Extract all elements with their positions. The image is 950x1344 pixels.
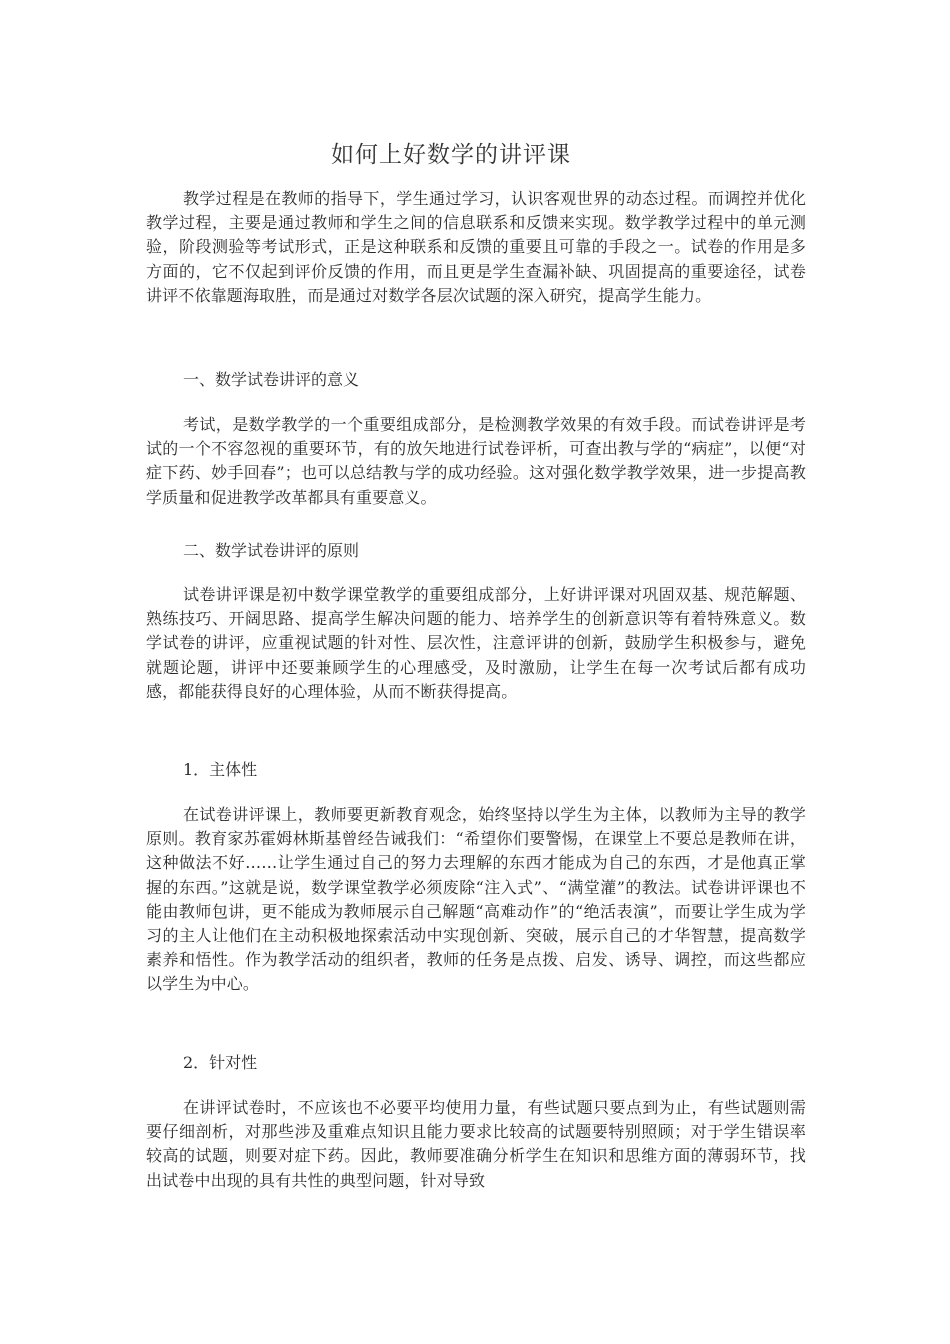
point2-heading: 2．针对性 bbox=[183, 1053, 258, 1072]
section2-paragraph: 试卷讲评课是初中数学课堂教学的重要组成部分，上好讲评课对巩固双基、规范解题、熟练技巧、开阔思路、提高学生解决问题的能力、培养学生的创新意识等有着特殊意义。数学试卷的讲评，应重视试题的针对性、层次性，注意评讲的创新，鼓励学生积极参与，避免就题论题，讲评中还要兼顾学生的心理感受，及时激励，让学生在每一次考试后都有成功感，都能获得良好的心理体验，从而不断获得提高。 bbox=[146, 585, 806, 701]
point1-paragraph: 在试卷讲评课上，教师要更新教育观念，始终坚持以学生为主体，以教师为主导的教学原则。教育家苏霍姆林斯基曾经告诫我们：“希望你们要警惕，在课堂上不要总是教师在讲，这种做法不好……让学生通过自己的努力去理解的东西才能成为自己的东西，才是他真正掌握的东西。”这就是说，数学课堂教学必须废除“注入式”、“满堂灌”的教法。试卷讲评课也不能由教师包讲，更不能成为教师展示自己解题“高难动作”的“绝活表演”，而要让学生成为学习的主人让他们在主动积极地探索活动中实现创新、突破，展示自己的才华智慧，提高数学素养和悟性。作为教学活动的组织者，教师的任务是点拨、启发、诱导、调控，而这些都应以学生为中心。 bbox=[146, 805, 806, 994]
document-title: 如何上好数学的讲评课 bbox=[331, 142, 571, 168]
intro-paragraph: 教学过程是在教师的指导下，学生通过学习，认识客观世界的动态过程。而调控并优化教学过程，主要是通过教师和学生之间的信息联系和反馈来实现。数学教学过程中的单元测验，阶段测验等考试形式，正是这种联系和反馈的重要且可靠的手段之一。试卷的作用是多方面的，它不仅起到评价反馈的作用，而且更是学生查漏补缺、巩固提高的重要途径，试卷讲评不依靠题海取胜，而是通过对数学各层次试题的深入研究，提高学生能力。 bbox=[146, 189, 806, 305]
point1-heading: 1．主体性 bbox=[183, 760, 258, 779]
section2-heading: 二、数学试卷讲评的原则 bbox=[183, 541, 360, 560]
section1-heading: 一、数学试卷讲评的意义 bbox=[183, 370, 360, 389]
section1-paragraph: 考试，是数学教学的一个重要组成部分，是检测教学效果的有效手段。而试卷讲评是考试的一个不容忽视的重要环节，有的放矢地进行试卷评析，可查出教与学的“病症”，以便“对症下药、妙手回春”；也可以总结教与学的成功经验。这对强化数学教学效果，进一步提高教学质量和促进教学改革都具有重要意义。 bbox=[146, 415, 806, 507]
point2-paragraph: 在讲评试卷时，不应该也不必要平均使用力量，有些试题只要点到为止，有些试题则需要仔细剖析，对那些涉及重难点知识且能力要求比较高的试题要特别照顾；对于学生错误率较高的试题，则要对症下药。因此，教师要准确分析学生在知识和思维方面的薄弱环节，找出试卷中出现的具有共性的典型问题，针对导致 bbox=[146, 1098, 806, 1190]
